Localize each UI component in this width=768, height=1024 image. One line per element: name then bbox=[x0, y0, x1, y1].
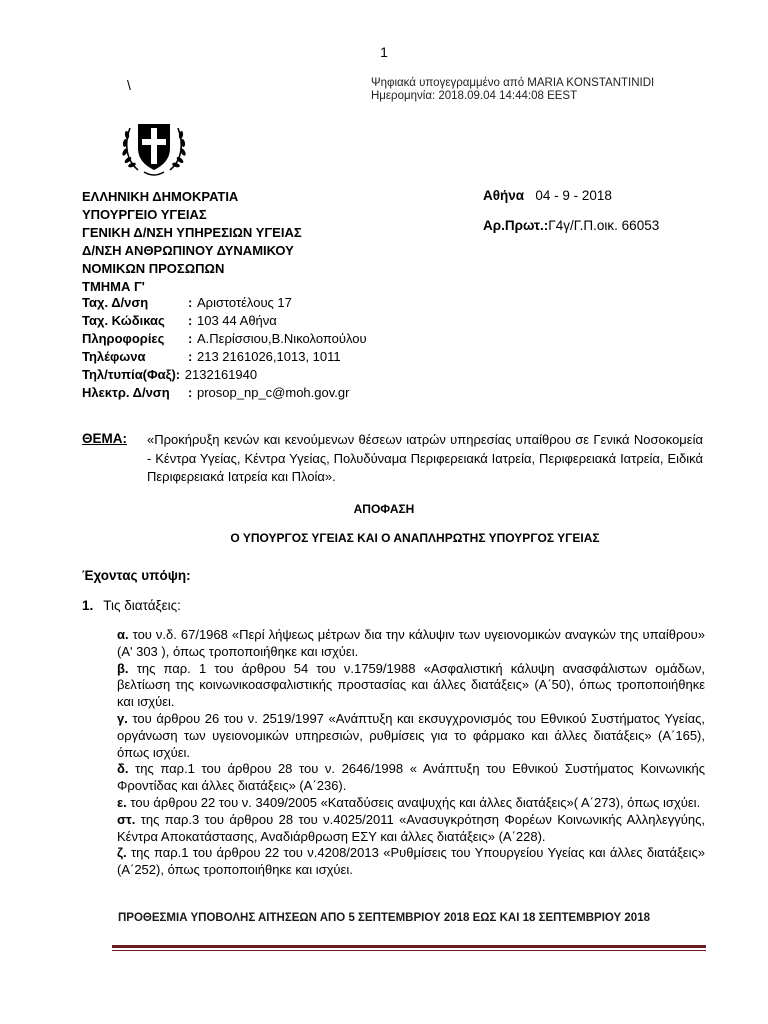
contact-label: Ηλεκτρ. Δ/νση bbox=[82, 385, 170, 400]
authority-line: ΤΜΗΜΑ Γ' bbox=[82, 279, 145, 294]
subject-text: «Προκήρυξη κενών και κενούμενων θέσεων ιατρών υπηρεσίας υπαίθρου σε Γενικά Νοσοκομεία - Κέντρα Υγείας, Κέντρα Υγείας, Πολυδύναμα Περιφερειακά Ιατρεία, Περιφερειακά Ιατρεία, Ειδικά Περιφερειακά Ιατρεία και Πλοία». bbox=[147, 432, 703, 484]
contact-row bbox=[82, 366, 367, 384]
authority-line: ΥΠΟΥΡΓΕΙΟ ΥΓΕΙΑΣ bbox=[82, 207, 207, 222]
list-item bbox=[82, 598, 181, 613]
protocol-label: Αρ.Πρωτ.: bbox=[483, 218, 549, 233]
clause bbox=[117, 661, 705, 711]
contact-sep: : bbox=[175, 367, 181, 382]
authority-line: ΝΟΜΙΚΩΝ ΠΡΟΣΩΠΩΝ bbox=[82, 261, 225, 276]
contact-value: Αριστοτέλους 17 bbox=[197, 295, 292, 310]
clause bbox=[117, 795, 705, 812]
contact-row bbox=[82, 294, 367, 312]
legal-clauses bbox=[117, 627, 705, 879]
clause-letter: γ. bbox=[117, 710, 128, 726]
contact-sep: : bbox=[188, 295, 193, 310]
stray-backslash: \ bbox=[127, 77, 131, 93]
signature-line-2: Ημερομηνία: 2018.09.04 14:44:08 EEST bbox=[371, 90, 578, 102]
greek-coat-of-arms-icon bbox=[118, 108, 190, 180]
footer-rule-thin bbox=[112, 950, 706, 951]
contact-row bbox=[82, 384, 367, 402]
date-value: 04 - 9 - 2018 bbox=[535, 188, 612, 203]
clause bbox=[117, 761, 705, 795]
clause-letter: στ. bbox=[117, 811, 136, 827]
clause bbox=[117, 812, 705, 846]
authority-line: ΕΛΛΗΝΙΚΗ ΔΗΜΟΚΡΑΤΙΑ bbox=[82, 189, 239, 204]
item-number: 1. bbox=[82, 598, 94, 613]
decision-title: Ο ΥΠΟΥΡΓΟΣ ΥΓΕΙΑΣ ΚΑΙ Ο ΑΝΑΠΛΗΡΩΤΗΣ ΥΠΟΥΡΓΟΣ ΥΓΕΙΑΣ bbox=[230, 531, 600, 545]
contact-label: Ταχ. Δ/νση bbox=[82, 295, 149, 310]
contact-row bbox=[82, 312, 367, 330]
contact-value: 213 2161026,1013, 1011 bbox=[197, 349, 341, 364]
protocol-value: Γ4γ/Γ.Π.οικ. 66053 bbox=[548, 218, 660, 233]
clause-letter: α. bbox=[117, 627, 129, 642]
considering-heading: Έχοντας υπόψη: bbox=[82, 568, 191, 583]
contact-label: Ταχ. Κώδικας bbox=[82, 313, 165, 328]
subject-label: ΘΕΜΑ: bbox=[82, 431, 127, 446]
decision-heading: ΑΠΟΦΑΣΗ bbox=[353, 502, 415, 516]
contact-sep: : bbox=[188, 349, 193, 364]
contact-row bbox=[82, 348, 367, 366]
clause bbox=[117, 627, 705, 661]
issuing-authority bbox=[82, 188, 302, 296]
authority-line: ΓΕΝΙΚΗ Δ/ΝΣΗ ΥΠΗΡΕΣΙΩΝ ΥΓΕΙΑΣ bbox=[82, 225, 302, 240]
date-label: Αθήνα bbox=[483, 188, 525, 203]
clause-letter: ε. bbox=[117, 794, 127, 810]
clause-text: του ν.δ. 67/1968 «Περί λήψεως μέτρων δια την κάλυψιν των υγειονομικών αναγκών της υπαίθρου» (Α' 303 ), όπως τροποποιήθηκε και ισχύει. bbox=[117, 627, 705, 659]
digital-signature bbox=[371, 77, 654, 103]
contact-value: Α.Περίσσιου,Β.Νικολοπούλου bbox=[197, 331, 367, 346]
contact-value: 2132161940 bbox=[184, 367, 258, 382]
contact-label: Τηλ/τυπία(Φαξ) bbox=[82, 367, 176, 382]
authority-line: Δ/ΝΣΗ ΑΝΘΡΩΠΙΝΟΥ ΔΥΝΑΜΙΚΟΥ bbox=[82, 243, 294, 258]
footer-rule bbox=[112, 945, 706, 948]
item-text: Τις διατάξεις: bbox=[103, 598, 181, 613]
clause-text: της παρ. 1 του άρθρου 54 του ν.1759/1988 «Ασφαλιστική κάλυψη ανασφάλιστων ομάδων, βελτίωση της κοινωνικοασφαλιστικής προστασίας και άλλες διατάξεις» (Α΄50), όπως τροποποιήθηκε και ισχύει. bbox=[117, 660, 705, 710]
contact-value: 103 44 Αθήνα bbox=[197, 313, 277, 328]
clause-text: της παρ.3 του άρθρου 28 του ν.4025/2011 «Ανασυγκρότηση Φορέων Κοινωνικής Αλληλεγγύης, Κέντρα Αποκατάστασης, Αναδιάρθρωση ΕΣΥ και άλλες διατάξεις» (Α΄228). bbox=[117, 811, 705, 844]
clause-text: του άρθρου 22 του ν. 3409/2005 «Καταδύσεις αναψυχής και άλλες διατάξεις»( Α΄273), όπως ισχύει. bbox=[130, 794, 701, 810]
contact-label: Πληροφορίες bbox=[82, 331, 165, 346]
clause-letter: ζ. bbox=[117, 845, 127, 861]
clause bbox=[117, 711, 705, 761]
email-link[interactable]: prosop_np_c@moh.gov.gr bbox=[197, 385, 350, 400]
submission-deadline: ΠΡΟΘΕΣΜΙΑ ΥΠΟΒΟΛΗΣ ΑΙΤΗΣΕΩΝ ΑΠΟ 5 ΣΕΠΤΕΜΒΡΙΟΥ 2018 ΕΩΣ ΚΑΙ 18 ΣΕΠΤΕΜΒΡΙΟΥ 2018 bbox=[117, 912, 650, 924]
contact-details bbox=[82, 294, 367, 402]
contact-sep: : bbox=[188, 331, 193, 346]
document-date bbox=[483, 188, 612, 203]
page-number: 1 bbox=[380, 44, 388, 60]
clause bbox=[117, 845, 705, 879]
clause-text: του άρθρου 26 του ν. 2519/1997 «Ανάπτυξη και εκσυγχρονισμός του Εθνικού Συστήματος Υγείας, οργάνωση των υγειονομικών υπηρεσιών, ρυθμίσεις για το φάρμακο και άλλες διατάξεις» (Α΄165), όπως ισχύει. bbox=[117, 710, 706, 760]
clause-text: της παρ.1 του άρθρου 22 του ν.4208/2013 «Ρυθμίσεις του Υπουργείου Υγείας και άλλες διατάξεις» (Α΄252), όπως τροποποιήθηκε και ισχύει. bbox=[117, 845, 705, 878]
contact-sep: : bbox=[188, 385, 193, 400]
clause-letter: δ. bbox=[117, 761, 129, 777]
clause-letter: β. bbox=[117, 660, 129, 676]
clause-text: της παρ.1 του άρθρου 28 του ν. 2646/1998 « Ανάπτυξη του Εθνικού Συστήματος Κοινωνικής Φροντίδας και άλλες διατάξεις» (Α΄236). bbox=[117, 761, 705, 794]
signature-line-1: Ψηφιακά υπογεγραμμένο από MARIA KONSTANTINIDI bbox=[371, 77, 655, 89]
protocol-number bbox=[483, 218, 659, 233]
contact-label: Τηλέφωνα bbox=[82, 349, 146, 364]
contact-row bbox=[82, 330, 367, 348]
contact-sep: : bbox=[188, 313, 193, 328]
